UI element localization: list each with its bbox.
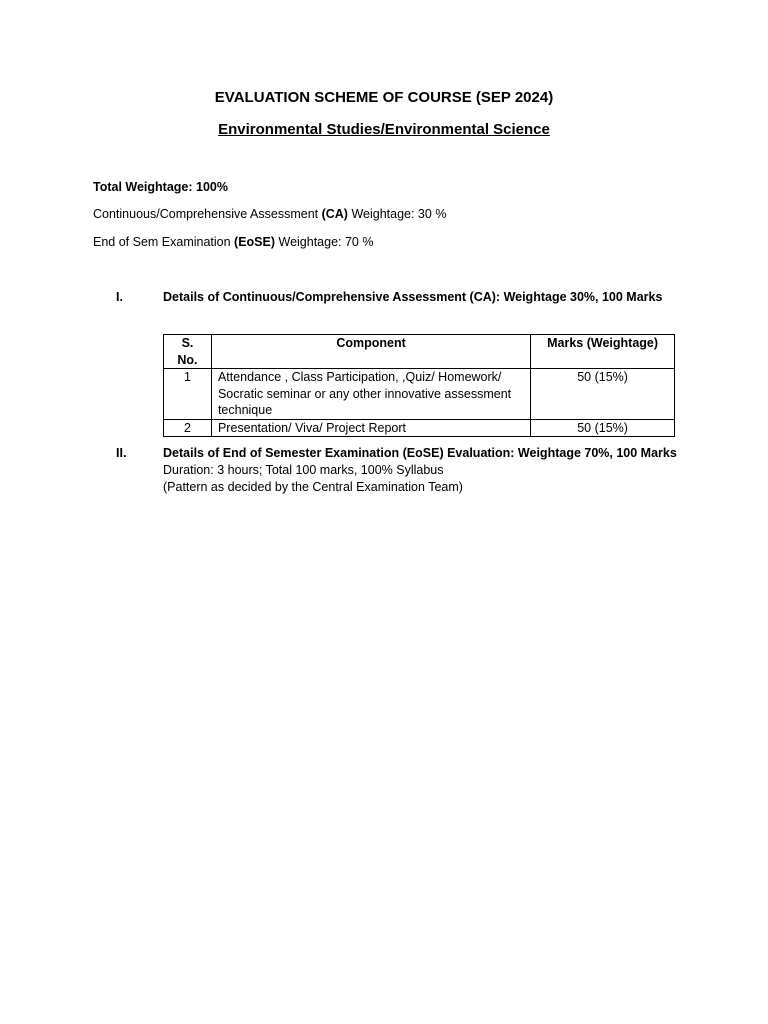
row-marks: 50 (15%) bbox=[531, 369, 675, 420]
row-component bbox=[211, 419, 530, 437]
component-line: Socratic seminar or any other innovative assessment bbox=[217, 386, 512, 401]
ca-abbrev: (CA) bbox=[321, 207, 348, 221]
header-component: Component bbox=[211, 335, 530, 369]
row-sno: 1 bbox=[164, 369, 212, 420]
row-sno: 2 bbox=[164, 419, 212, 437]
component-line: Attendance , Class Participation, ,Quiz/ Homework/ bbox=[217, 370, 502, 384]
table-row bbox=[164, 369, 675, 420]
row-marks: 50 (15%) bbox=[531, 419, 675, 437]
component-line: Presentation/ Viva/ Project Report bbox=[217, 420, 406, 435]
document-title: EVALUATION SCHEME OF COURSE (SEP 2024) bbox=[214, 89, 554, 106]
component-line: technique bbox=[217, 403, 273, 417]
eose-weightage-line bbox=[93, 235, 373, 249]
eose-weightage-suffix: Weightage: 70 % bbox=[275, 235, 374, 249]
section-1-number: I. bbox=[116, 290, 123, 304]
ca-weightage-line bbox=[93, 207, 446, 221]
table-row bbox=[164, 419, 675, 437]
eose-weightage-prefix: End of Sem Examination bbox=[93, 235, 235, 249]
course-name: Environmental Studies/Environmental Science bbox=[218, 121, 550, 138]
header-sno: S. No. bbox=[164, 335, 212, 369]
header-marks: Marks (Weightage) bbox=[531, 335, 675, 369]
table-header-row bbox=[164, 335, 675, 369]
total-weightage: Total Weightage: 100% bbox=[93, 180, 228, 194]
section-2-heading: Details of End of Semester Examination (EoSE) Evaluation: Weightage 70%, 100 Marks bbox=[163, 446, 677, 460]
ca-weightage-suffix: Weightage: 30 % bbox=[347, 207, 447, 221]
eose-abbrev: (EoSE) bbox=[234, 235, 276, 249]
row-component bbox=[211, 369, 530, 420]
section-2-number: II. bbox=[116, 446, 127, 460]
eose-pattern-note: (Pattern as decided by the Central Examination Team) bbox=[163, 480, 463, 494]
ca-components-table bbox=[163, 334, 675, 437]
section-1-heading: Details of Continuous/Comprehensive Assessment (CA): Weightage 30%, 100 Marks bbox=[163, 290, 663, 304]
ca-weightage-prefix: Continuous/Comprehensive Assessment bbox=[93, 207, 322, 221]
eose-duration: Duration: 3 hours; Total 100 marks, 100% Syllabus bbox=[163, 463, 444, 477]
